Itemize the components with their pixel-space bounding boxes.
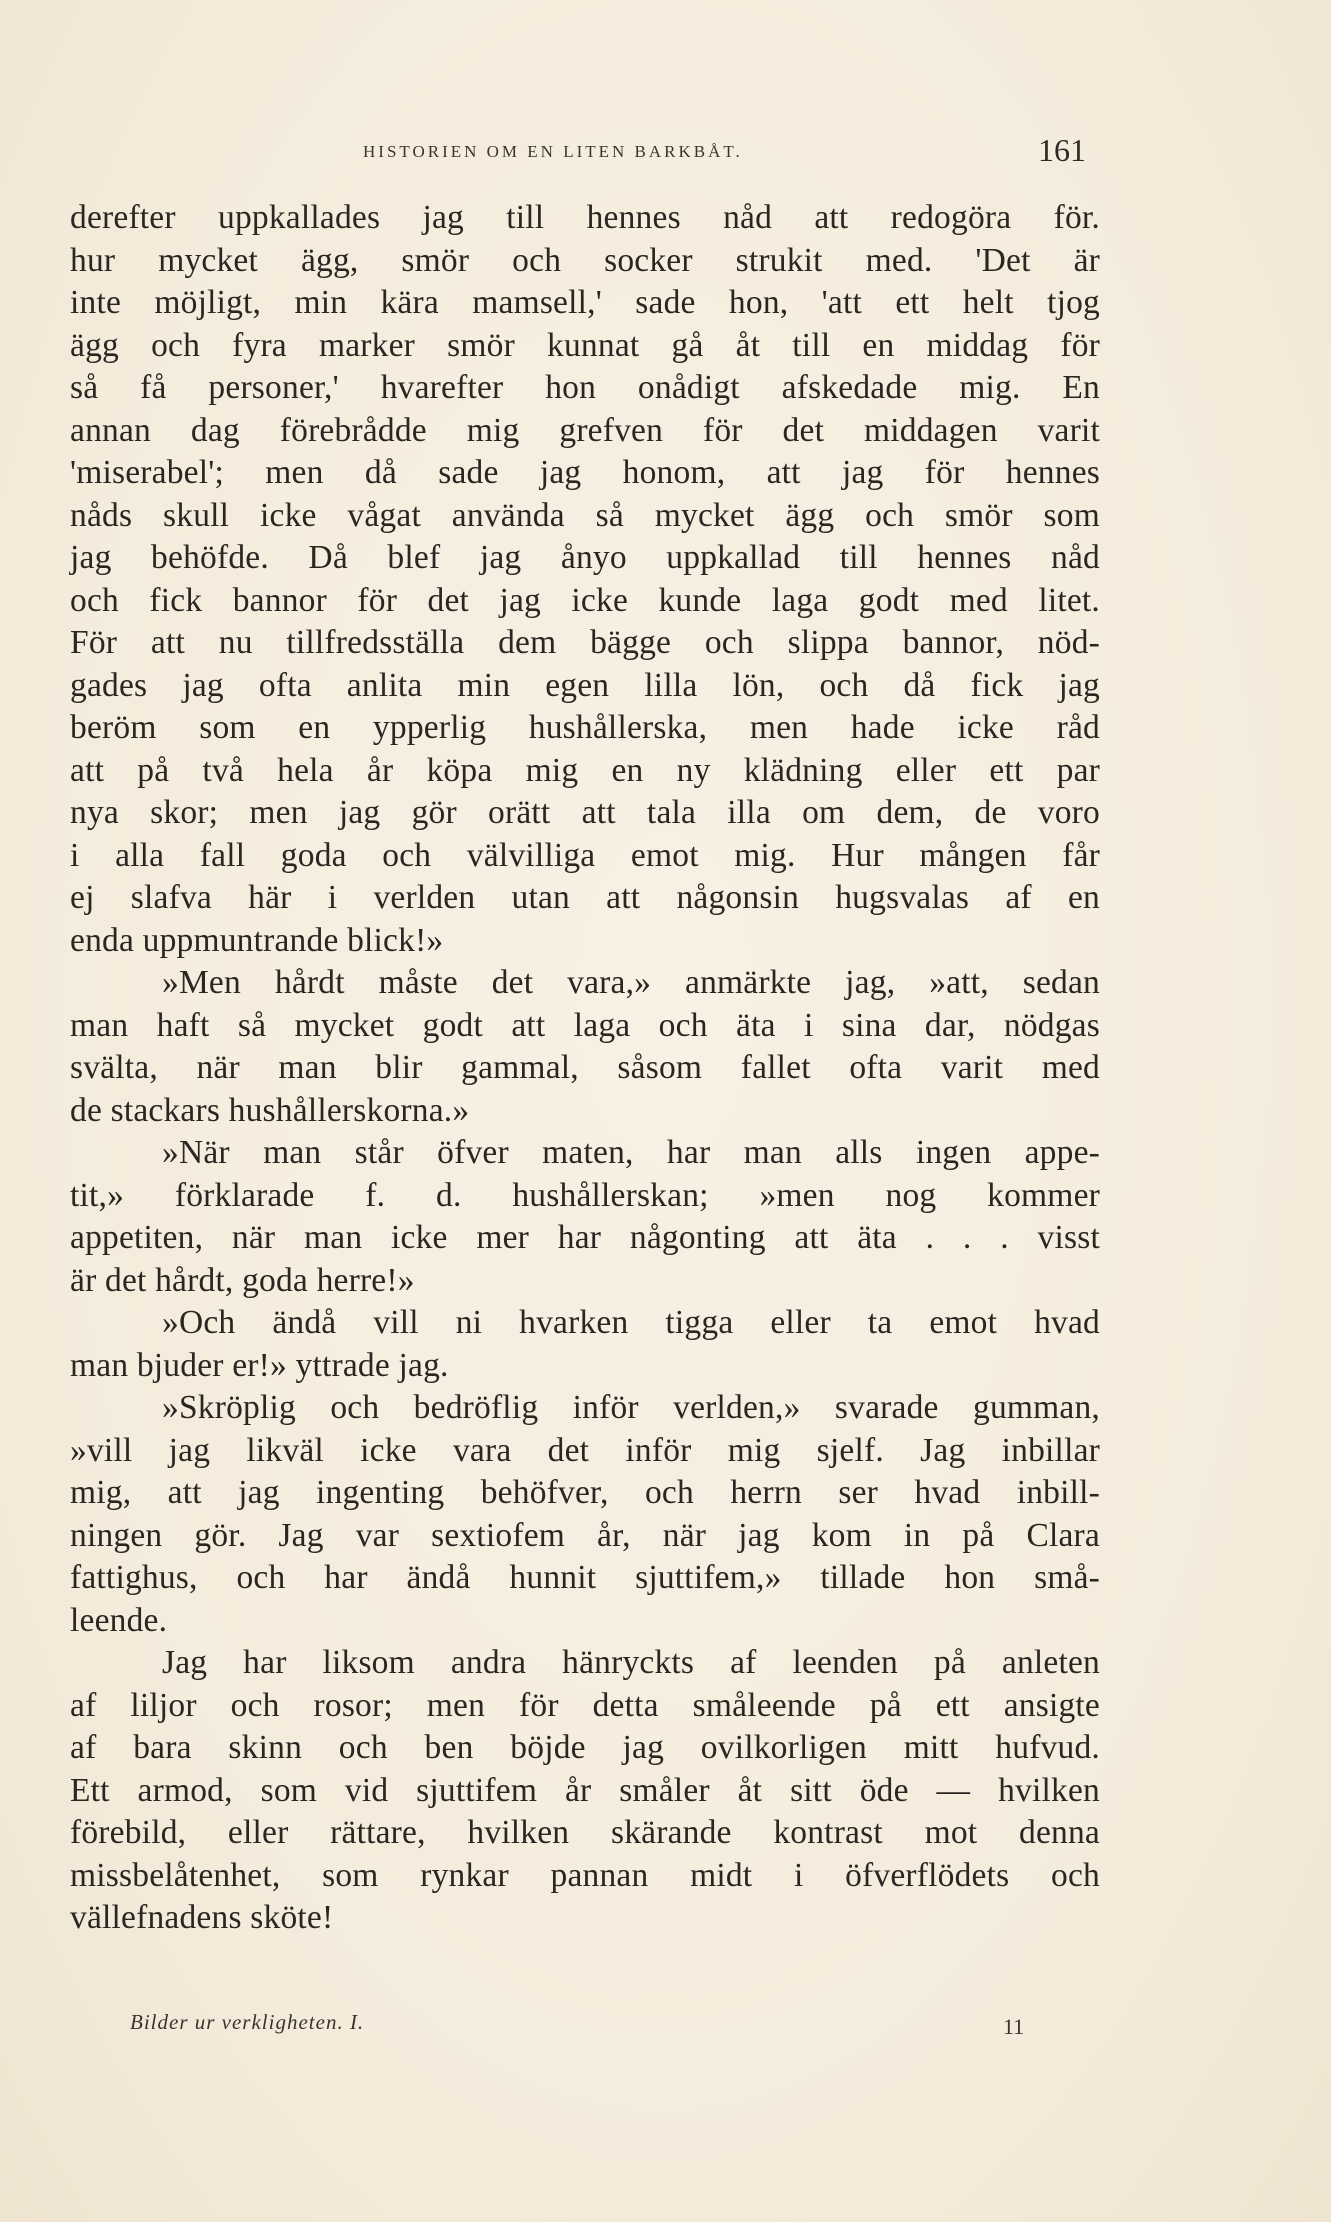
text-line: i alla fall goda och välvilliga emot mig. Hur mången får xyxy=(70,836,1100,874)
page-footer xyxy=(130,2004,1030,2038)
text-line: »När man står öfver maten, har man alls ingen appe- xyxy=(162,1134,1100,1171)
text-line: beröm som en ypperlig hushållerska, men hade icke råd xyxy=(70,709,1100,746)
text-line: vällefnadens sköte! xyxy=(70,1899,334,1936)
text-line: att på två hela år köpa mig en ny klädning eller ett par xyxy=(70,751,1100,789)
text-line: tit,» förklarade f. d. hushållerskan; »men nog kommer xyxy=(70,1176,1100,1214)
text-line: och fick bannor för det jag icke kunde laga godt med litet. xyxy=(70,581,1100,619)
text-line: så få personer,' hvarefter hon onådigt afskedade mig. En xyxy=(70,369,1100,406)
text-line: enda uppmuntrande blick!» xyxy=(70,921,444,959)
text-line: nya skor; men jag gör orätt att tala illa om dem, de voro xyxy=(70,794,1100,831)
text-line: man bjuder er!» yttrade jag. xyxy=(70,1346,449,1384)
running-head: HISTORIEN OM EN LITEN BARKBÅT. xyxy=(363,142,743,161)
text-line: »vill jag likväl icke vara det inför mig sjelf. Jag inbillar xyxy=(70,1431,1100,1469)
book-title-signature: Bilder ur verkligheten. I. xyxy=(130,2010,365,2034)
text-line: »Och ändå vill ni hvarken tigga eller ta emot hvad xyxy=(162,1304,1100,1341)
text-line: ägg och fyra marker smör kunnat gå åt till en middag för xyxy=(70,326,1100,364)
text-line: mig, att jag ingenting behöfver, och herrn ser hvad inbill- xyxy=(70,1474,1100,1511)
text-line: Ett armod, som vid sjuttifem år småler åt sitt öde — hvilken xyxy=(70,1771,1100,1809)
text-line: nåds skull icke vågat använda så mycket ägg och smör som xyxy=(70,496,1100,534)
text-line: jag behöfde. Då blef jag ånyo uppkallad till hennes nåd xyxy=(70,539,1100,576)
page-number: 161 xyxy=(1038,132,1086,168)
text-line: derefter uppkallades jag till hennes nåd att redogöra för. xyxy=(70,199,1100,236)
text-line: leende. xyxy=(70,1601,168,1639)
signature-mark: 11 xyxy=(1003,2014,1025,2039)
text-line: gades jag ofta anlita min egen lilla lön, och då fick jag xyxy=(70,666,1100,704)
text-line: »Skröplig och bedröflig inför verlden,» svarade gumman, xyxy=(162,1389,1100,1426)
text-line: af liljor och rosor; men för detta småleende på ett ansigte xyxy=(70,1686,1100,1724)
text-line: hur mycket ägg, smör och socker strukit med. 'Det är xyxy=(70,241,1100,279)
text-line: För att nu tillfredsställa dem bägge och slippa bannor, nöd- xyxy=(70,624,1100,661)
text-line: appetiten, när man icke mer har någonting att äta . . . visst xyxy=(70,1219,1100,1256)
text-line: svälta, när man blir gammal, såsom fallet ofta varit med xyxy=(70,1049,1100,1086)
text-line: annan dag förebrådde mig grefven för det middagen varit xyxy=(70,411,1100,449)
text-line: 'miserabel'; men då sade jag honom, att jag för hennes xyxy=(70,454,1100,491)
text-line: missbelåtenhet, som rynkar pannan midt i öfverflödets och xyxy=(70,1856,1100,1894)
text-line: fattighus, och har ändå hunnit sjuttifem,» tillade hon små- xyxy=(70,1559,1100,1596)
text-line: »Men hårdt måste det vara,» anmärkte jag, »att, sedan xyxy=(162,964,1100,1001)
body-text xyxy=(70,197,1100,1940)
text-line: är det hårdt, goda herre!» xyxy=(70,1261,415,1299)
text-line: af bara skinn och ben böjde jag ovilkorligen mitt hufvud. xyxy=(70,1729,1100,1766)
text-line: förebild, eller rättare, hvilken skärande kontrast mot denna xyxy=(70,1814,1100,1851)
text-line: ej slafva här i verlden utan att någonsin hugsvalas af en xyxy=(70,879,1100,916)
text-line: inte möjligt, min kära mamsell,' sade hon, 'att ett helt tjog xyxy=(70,284,1100,321)
text-line: Jag har liksom andra hänryckts af leenden på anleten xyxy=(162,1644,1100,1681)
text-line: ningen gör. Jag var sextiofem år, när jag kom in på Clara xyxy=(70,1516,1100,1554)
text-line: de stackars hushållerskorna.» xyxy=(70,1091,470,1129)
text-line: man haft så mycket godt att laga och äta i sina dar, nödgas xyxy=(70,1006,1100,1044)
